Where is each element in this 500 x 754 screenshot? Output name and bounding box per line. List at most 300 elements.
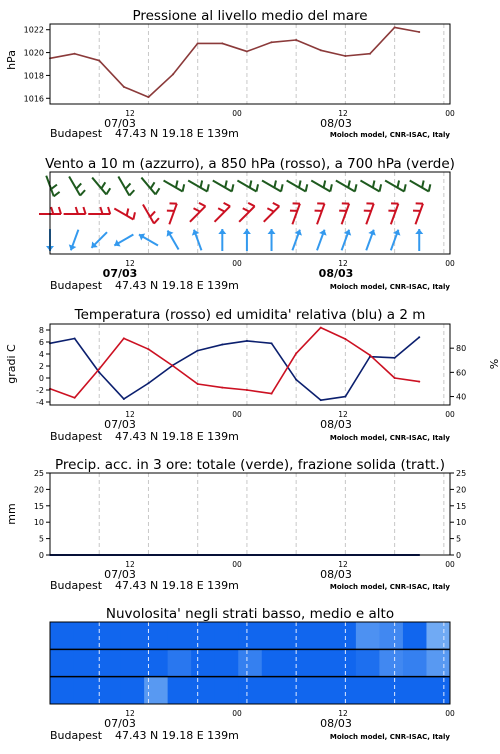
- station-footer: [50, 729, 450, 742]
- y-tick-label: 0: [39, 374, 44, 383]
- y-tick-label: -4: [36, 398, 44, 407]
- barb-feather: [225, 180, 227, 187]
- station-city: Budapest: [50, 279, 103, 292]
- date-label: 07/03: [104, 418, 136, 431]
- data-point: [221, 344, 223, 346]
- wind-barb: [164, 180, 185, 191]
- data-point: [147, 382, 149, 384]
- cloud-cell: [285, 622, 309, 649]
- barb-head: [415, 229, 423, 234]
- barb-feather: [355, 184, 357, 191]
- data-point: [320, 399, 322, 401]
- cloud-cell: [262, 622, 286, 649]
- station-coords: 47.43 N 19.18 E 139m: [115, 579, 239, 592]
- cloud-cell: [97, 649, 121, 676]
- barb-feather: [256, 184, 258, 191]
- cloud-cell: [426, 677, 450, 704]
- barb-feather: [127, 208, 129, 215]
- wind-barb: [262, 180, 283, 191]
- wind-barb: [218, 229, 226, 251]
- cloud-cell: [50, 649, 74, 676]
- barb-feather: [248, 203, 255, 206]
- cloud-panel: [50, 606, 455, 742]
- x-tick-label: 12: [125, 709, 135, 718]
- wind-barb: [118, 176, 134, 195]
- wind-barb: [188, 180, 209, 191]
- barb-shaft: [215, 206, 231, 222]
- barb-feather: [299, 180, 301, 187]
- data-point: [172, 73, 174, 75]
- wind-title: Vento a 10 m (azzurro), a 850 hPa (rosso), a 700 hPa (verde): [45, 156, 455, 172]
- cloud-cell: [191, 622, 215, 649]
- y-tick-label: -2: [36, 386, 44, 395]
- y-tick-label: 1022: [24, 26, 44, 35]
- y-tick-label: 0: [456, 551, 461, 560]
- station-coords: 47.43 N 19.18 E 139m: [115, 430, 239, 443]
- x-tick-label: 12: [125, 560, 135, 569]
- precipitation-x-axis: [104, 560, 455, 581]
- temperature-title: Temperatura (rosso) ed umidita' relativa (blu) a 2 m: [74, 307, 426, 323]
- humidity-series: [50, 337, 419, 400]
- wind-barb: [336, 180, 357, 191]
- model-credit: Moloch model, CNR-ISAC, Italy: [330, 733, 451, 741]
- cloud-cell: [97, 677, 121, 704]
- cloud-cell: [309, 649, 333, 676]
- barb-head: [268, 229, 276, 234]
- data-point: [147, 348, 149, 350]
- date-label: 08/03: [320, 418, 352, 431]
- y-tick-label: 1016: [24, 94, 44, 103]
- wind-barb: [287, 180, 308, 191]
- data-point: [221, 387, 223, 389]
- wind-barb: [317, 230, 327, 251]
- wind-barb: [114, 235, 133, 247]
- cloud-cell: [403, 649, 427, 676]
- data-point: [418, 381, 420, 383]
- x-tick-label: 12: [338, 410, 348, 419]
- data-point: [369, 354, 371, 356]
- barb-head: [218, 229, 226, 234]
- y-tick-label: 25: [456, 469, 466, 478]
- precipitation-y-ticks: [34, 469, 466, 560]
- barb-feather: [100, 207, 102, 214]
- precipitation-title: Precip. acc. in 3 ore: totale (verde), frazione solida (tratt.): [55, 457, 445, 473]
- data-point: [418, 336, 420, 338]
- barb-feather: [218, 208, 225, 211]
- cloud-cell: [144, 649, 168, 676]
- y-tick-label: 1018: [24, 71, 44, 80]
- cloud-cell: [191, 677, 215, 704]
- precipitation-ylabel: mm: [5, 503, 18, 524]
- barb-feather: [324, 180, 326, 187]
- cloud-cell: [262, 677, 286, 704]
- barb-feather: [156, 188, 160, 194]
- barb-feather: [397, 180, 399, 187]
- barb-feather: [54, 192, 60, 196]
- barb-feather: [429, 184, 431, 191]
- x-tick-label: 00: [232, 709, 242, 718]
- x-tick-label: 12: [338, 109, 348, 118]
- cloud-cell: [403, 622, 427, 649]
- cloud-cell: [379, 677, 403, 704]
- barb-feather: [176, 180, 178, 187]
- y-tick-label: 40: [456, 393, 466, 402]
- barb-feather: [59, 207, 61, 214]
- data-point: [271, 342, 273, 344]
- pressure-series: [50, 27, 419, 97]
- cloud-x-axis: [104, 709, 455, 730]
- data-point: [320, 49, 322, 51]
- barb-feather: [76, 183, 81, 188]
- y-tick-label: 1020: [24, 49, 44, 58]
- barb-feather: [108, 207, 110, 214]
- cloud-cell: [144, 622, 168, 649]
- x-tick-label: 12: [338, 560, 348, 569]
- wind-barb: [342, 230, 352, 251]
- wind-barbs: [39, 176, 430, 251]
- y-tick-label: 4: [39, 350, 44, 359]
- temperature-series: [50, 328, 419, 398]
- x-tick-label: 12: [338, 709, 348, 718]
- cloud-cell: [144, 677, 168, 704]
- x-tick-label: 12: [125, 259, 135, 268]
- cloud-cell: [121, 677, 145, 704]
- data-point: [74, 338, 76, 340]
- temperature-x-axis: [104, 410, 455, 431]
- barb-shaft: [415, 204, 423, 225]
- cloud-cell: [191, 649, 215, 676]
- date-label: 08/03: [319, 267, 354, 280]
- station-city: Budapest: [50, 579, 103, 592]
- data-point: [98, 60, 100, 62]
- wind-barb: [339, 203, 349, 224]
- data-point: [98, 368, 100, 370]
- pressure-y-ticks: [24, 26, 50, 104]
- wind-barb: [292, 230, 302, 251]
- wind-panel: [39, 156, 455, 292]
- pressure-ylabel: hPa: [5, 50, 18, 70]
- cloud-cell: [168, 677, 192, 704]
- cloud-cell: [426, 649, 450, 676]
- barb-feather: [101, 182, 105, 188]
- wind-barb: [215, 203, 231, 222]
- cloud-cell: [285, 677, 309, 704]
- cloud-cell: [356, 677, 380, 704]
- station-coords: 47.43 N 19.18 E 139m: [115, 279, 239, 292]
- cloud-cell: [121, 649, 145, 676]
- temperature-y-ticks: [36, 326, 50, 407]
- data-point: [344, 338, 346, 340]
- barb-feather: [348, 180, 350, 187]
- barb-shaft: [169, 204, 177, 225]
- x-tick-label: 00: [445, 410, 455, 419]
- temperature-ylabel: gradi C: [5, 344, 18, 384]
- wind-barb: [311, 180, 332, 191]
- barb-feather: [250, 180, 252, 187]
- data-point: [369, 53, 371, 55]
- barb-feather: [154, 218, 159, 223]
- wind-barb: [143, 204, 159, 223]
- barb-feather: [306, 184, 308, 191]
- date-label: 07/03: [104, 717, 136, 730]
- barb-feather: [243, 208, 250, 211]
- station-city: Budapest: [50, 430, 103, 443]
- precipitation-frame: [50, 473, 450, 555]
- data-point: [197, 383, 199, 385]
- barb-feather: [422, 180, 424, 187]
- wind-barb: [92, 178, 110, 195]
- cloud-cell: [238, 677, 262, 704]
- temperature-frame: [50, 324, 450, 405]
- model-credit: Moloch model, CNR-ISAC, Italy: [330, 283, 451, 291]
- data-point: [320, 327, 322, 329]
- pressure-title: Pressione al livello medio del mare: [132, 8, 367, 24]
- barb-feather: [151, 182, 155, 188]
- cloud-cell: [215, 649, 239, 676]
- y-tick-label: 15: [34, 502, 44, 511]
- wind-barb: [315, 203, 325, 224]
- x-tick-label: 00: [232, 410, 242, 419]
- y-tick-label: 20: [456, 485, 466, 494]
- barb-feather: [224, 203, 231, 206]
- barb-feather: [199, 203, 206, 206]
- barb-feather: [201, 180, 203, 187]
- wind-barb: [167, 230, 179, 249]
- barb-feather: [281, 184, 283, 191]
- data-point: [74, 397, 76, 399]
- wind-barb: [192, 230, 202, 251]
- barb-feather: [51, 185, 57, 189]
- cloud-cell: [356, 649, 380, 676]
- barb-feather: [274, 180, 276, 187]
- barb-shaft: [360, 181, 379, 192]
- date-label: 07/03: [104, 568, 136, 581]
- data-point: [172, 365, 174, 367]
- cloud-cells: [50, 622, 451, 704]
- model-credit: Moloch model, CNR-ISAC, Italy: [330, 583, 451, 591]
- data-point: [295, 379, 297, 381]
- barb-shaft: [317, 204, 325, 225]
- barb-shaft: [264, 206, 280, 222]
- data-point: [271, 41, 273, 43]
- wind-barb: [167, 203, 177, 224]
- barb-feather: [106, 188, 110, 194]
- y-tick-label: 25: [34, 469, 44, 478]
- x-tick-label: 12: [125, 410, 135, 419]
- data-point: [74, 53, 76, 55]
- barb-feather: [273, 203, 280, 206]
- y-tick-label: 0: [39, 551, 44, 560]
- data-point: [295, 39, 297, 41]
- cloud-cell: [332, 677, 356, 704]
- barb-shaft: [410, 181, 429, 192]
- station-coords: 47.43 N 19.18 E 139m: [115, 729, 239, 742]
- data-point: [271, 393, 273, 395]
- pressure-line: [49, 26, 420, 98]
- station-city: Budapest: [50, 127, 103, 140]
- wind-barb: [237, 180, 258, 191]
- cloud-cell: [426, 622, 450, 649]
- cloud-title: Nuvolosita' negli strati basso, medio e alto: [106, 606, 394, 622]
- barb-shaft: [114, 209, 133, 220]
- humidity-ylabel: %: [487, 359, 500, 369]
- y-tick-label: 10: [34, 518, 44, 527]
- cloud-cell: [238, 649, 262, 676]
- barb-feather: [330, 184, 332, 191]
- wind-barb: [239, 203, 255, 222]
- wind-barb: [360, 180, 381, 191]
- pressure-grid: [99, 24, 444, 104]
- barb-feather: [404, 184, 406, 191]
- precipitation-panel: [5, 457, 466, 592]
- wind-x-axis: [103, 259, 455, 280]
- temperature-humidity-lines: [49, 327, 420, 402]
- wind-barb: [114, 208, 135, 219]
- cloud-cell: [215, 622, 239, 649]
- wind-barb: [69, 176, 85, 195]
- barb-feather: [207, 184, 209, 191]
- wind-barb: [391, 230, 401, 251]
- y-tick-label: 60: [456, 368, 466, 377]
- wind-barb: [264, 203, 280, 222]
- data-point: [394, 357, 396, 359]
- y-tick-label: 5: [39, 535, 44, 544]
- barb-feather: [80, 190, 85, 195]
- data-point: [123, 337, 125, 339]
- data-point: [295, 352, 297, 354]
- cloud-cell: [74, 622, 98, 649]
- wind-barb: [366, 230, 376, 251]
- wind-barb: [385, 180, 406, 191]
- wind-barb: [364, 203, 374, 224]
- model-credit: Moloch model, CNR-ISAC, Italy: [330, 434, 451, 442]
- model-credit: Moloch model, CNR-ISAC, Italy: [330, 131, 451, 139]
- humidity-y-ticks: [450, 344, 466, 401]
- wind-barb: [268, 229, 276, 251]
- y-tick-label: 20: [34, 485, 44, 494]
- barb-feather: [232, 184, 234, 191]
- barb-feather: [150, 211, 155, 216]
- wind-barb: [410, 180, 431, 191]
- station-footer: [50, 279, 450, 292]
- data-point: [418, 31, 420, 33]
- data-point: [246, 50, 248, 52]
- cloud-cell: [74, 677, 98, 704]
- cloud-cell: [168, 622, 192, 649]
- barb-feather: [183, 184, 185, 191]
- data-point: [394, 26, 396, 28]
- x-tick-label: 00: [445, 560, 455, 569]
- cloud-cell: [97, 622, 121, 649]
- pressure-frame: [50, 24, 450, 104]
- wind-barb: [69, 230, 79, 251]
- date-label: 07/03: [104, 117, 136, 130]
- x-tick-label: 00: [445, 109, 455, 118]
- station-coords: 47.43 N 19.18 E 139m: [115, 127, 239, 140]
- date-label: 08/03: [320, 117, 352, 130]
- data-point: [123, 398, 125, 400]
- y-tick-label: 6: [39, 338, 44, 347]
- station-footer: [50, 430, 450, 443]
- cloud-cell: [356, 622, 380, 649]
- wind-barb: [415, 229, 423, 251]
- barb-shaft: [311, 181, 330, 192]
- cloud-cell: [379, 622, 403, 649]
- x-tick-label: 00: [232, 109, 242, 118]
- pressure-panel: [5, 8, 455, 140]
- x-tick-label: 00: [232, 560, 242, 569]
- cloud-cell: [215, 677, 239, 704]
- y-tick-label: 10: [456, 518, 466, 527]
- barb-feather: [373, 180, 375, 187]
- y-tick-label: 8: [39, 326, 44, 335]
- cloud-cell: [379, 649, 403, 676]
- data-point: [246, 389, 248, 391]
- cloud-cell: [50, 677, 74, 704]
- cloud-cell: [168, 649, 192, 676]
- precipitation-grid: [99, 473, 444, 555]
- barb-feather: [125, 183, 130, 188]
- cloud-cell: [403, 677, 427, 704]
- cloud-cell: [238, 622, 262, 649]
- data-point: [197, 350, 199, 352]
- x-tick-label: 12: [338, 259, 348, 268]
- barb-shaft: [213, 181, 232, 192]
- barb-feather: [194, 208, 201, 211]
- station-city: Budapest: [50, 729, 103, 742]
- y-tick-label: 5: [456, 535, 461, 544]
- cloud-cell: [309, 677, 333, 704]
- y-tick-label: 2: [39, 362, 44, 371]
- x-tick-label: 00: [232, 259, 242, 268]
- data-point: [344, 55, 346, 57]
- wind-barb: [290, 203, 300, 224]
- cloud-cell: [262, 649, 286, 676]
- barb-feather: [133, 212, 135, 219]
- x-tick-label: 12: [125, 109, 135, 118]
- date-label: 07/03: [103, 267, 138, 280]
- cloud-cell: [285, 649, 309, 676]
- barb-feather: [76, 207, 78, 214]
- cloud-cell: [74, 649, 98, 676]
- barb-feather: [51, 207, 53, 214]
- data-point: [394, 377, 396, 379]
- wind-barb: [141, 178, 159, 195]
- date-label: 08/03: [320, 568, 352, 581]
- wind-barb: [46, 176, 59, 197]
- temperature-panel: [5, 307, 500, 443]
- y-tick-label: 80: [456, 344, 466, 353]
- wind-barb: [190, 203, 206, 222]
- cloud-cell: [50, 622, 74, 649]
- barb-feather: [267, 208, 274, 211]
- barb-feather: [380, 184, 382, 191]
- data-point: [197, 42, 199, 44]
- cloud-cell: [332, 622, 356, 649]
- cloud-cell: [332, 649, 356, 676]
- data-point: [221, 42, 223, 44]
- data-point: [246, 340, 248, 342]
- wind-barb: [413, 203, 423, 224]
- barb-shaft: [262, 181, 281, 192]
- date-label: 08/03: [320, 717, 352, 730]
- wind-barb: [388, 203, 398, 224]
- wind-barb: [213, 180, 234, 191]
- barb-feather: [129, 190, 134, 195]
- wind-barb: [64, 207, 86, 214]
- data-point: [123, 86, 125, 88]
- barb-shaft: [164, 181, 183, 192]
